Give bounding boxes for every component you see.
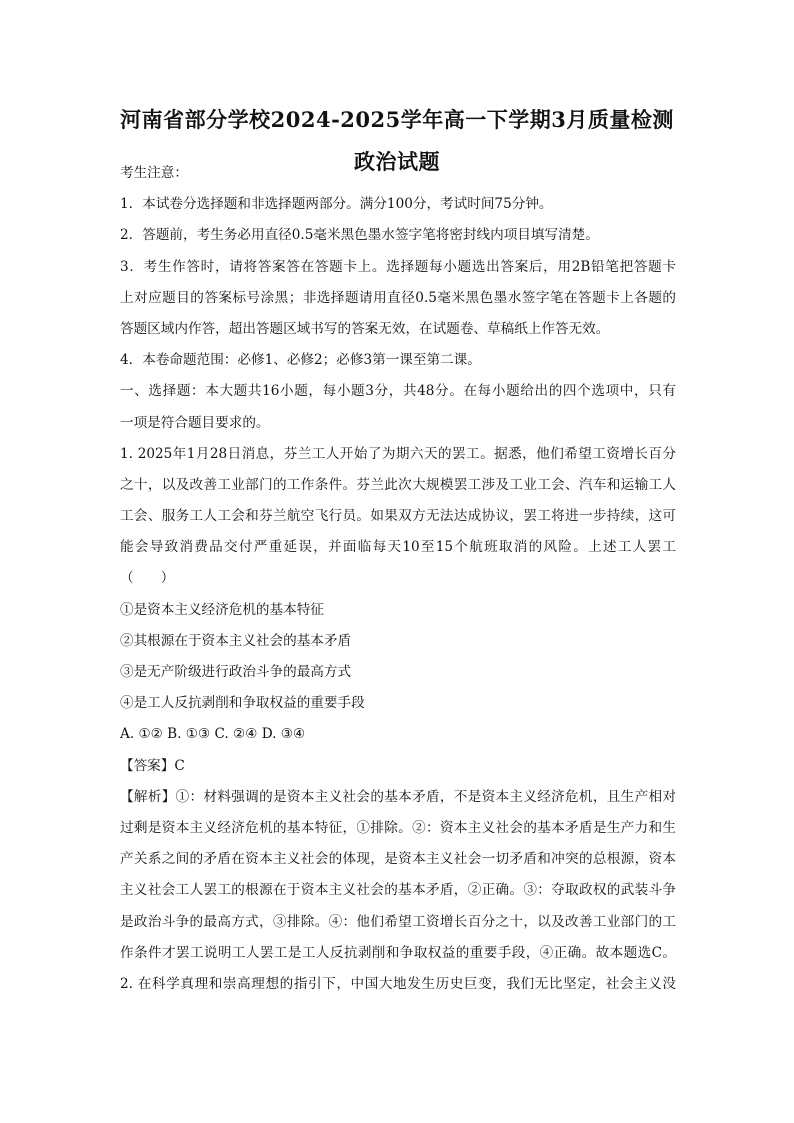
question-1-explanation-line-5: 是政治斗争的最高方式，③排除。④：他们希望工资增长百分之十，以及改善工业部门的工 — [120, 913, 676, 930]
section-heading-line-2: 一项是符合题目要求的。 — [120, 414, 270, 431]
notice-item-4: 4．本卷命题范围：必修1、必修2；必修3第一课至第二课。 — [120, 352, 481, 369]
question-1-option-4: ④是工人反抗剥削和争取权益的重要手段 — [120, 695, 365, 712]
question-1-choices: A. ①② B. ①③ C. ②④ D. ③④ — [120, 726, 306, 743]
question-1-option-1: ①是资本主义经济危机的基本特征 — [120, 601, 324, 618]
notice-item-3-line-1: 3．考生作答时，请将答案答在答题卡上。选择题每小题选出答案后，用2B铅笔把答题卡 — [120, 258, 676, 275]
question-1-stem-line-1: 1. 2025年1月28日消息，芬兰工人开始了为期六天的罢工。据悉，他们希望工资增长百分 — [120, 445, 676, 462]
notice-item-3-line-3: 答题区域内作答，超出答题区域书写的答案无效，在试题卷、草稿纸上作答无效。 — [120, 320, 610, 337]
notice-item-1: 1．本试卷分选择题和非选择题两部分。满分100分，考试时间75分钟。 — [120, 196, 553, 213]
exam-title: 河南省部分学校2024-2025学年高一下学期3月质量检测 — [120, 107, 674, 132]
question-1-stem-line-3: 工会、服务工人工会和芬兰航空飞行员。如果双方无法达成协议，罢工将进一步持续，这可 — [120, 508, 676, 525]
document-body — [120, 158, 676, 1000]
question-1-explanation-line-2: 过剩是资本主义经济危机的基本特征，①排除。②：资本主义社会的基本矛盾是生产力和生 — [120, 819, 676, 836]
exam-subject-title: 政治试题 — [354, 149, 440, 174]
question-2-stem-line-1: 2. 在科学真理和崇高理想的指引下，中国大地发生历史巨变，我们无比坚定，社会主义没 — [120, 975, 676, 992]
question-1-stem-line-4: 能会导致消费品交付严重延误，并面临每天10至15个航班取消的风险。上述工人罢工 — [120, 539, 676, 556]
question-1-stem-line-2: 之十，以及改善工业部门的工作条件。芬兰此次大规模罢工涉及工业工会、汽车和运输工人 — [120, 476, 676, 493]
notice-item-3-line-2: 上对应题目的答案标号涂黑；非选择题请用直径0.5毫米黑色墨水签字笔在答题卡上各题的 — [120, 289, 676, 306]
question-1-answer-paren: （ ） — [120, 570, 175, 587]
question-1-option-3: ③是无产阶级进行政治斗争的最高方式 — [120, 664, 352, 680]
section-heading-line-1: 一、选择题：本大题共16小题，每小题3分，共48分。在每小题给出的四个选项中，只有 — [120, 383, 676, 400]
question-1-answer: 【答案】C — [120, 757, 185, 774]
question-1-explanation-line-3: 产关系之间的矛盾在资本主义社会的体现，是资本主义社会一切矛盾和冲突的总根源，资本 — [120, 851, 676, 868]
question-1-explanation-line-1: 【解析】①：材料强调的是资本主义社会的基本矛盾，不是资本主义经济危机，且生产相对 — [120, 788, 676, 805]
question-1-explanation-line-4: 主义社会工人罢工的根源在于资本主义社会的基本矛盾，②正确。③：夺取政权的武装斗争 — [120, 882, 676, 899]
notice-item-2: 2．答题前，考生务必用直径0.5毫米黑色墨水签字笔将密封线内项目填写清楚。 — [120, 227, 599, 244]
question-1-explanation-line-6: 作条件才罢工说明工人罢工是工人反抗剥削和争取权益的重要手段，④正确。故本题选C。 — [120, 944, 676, 961]
notice-heading: 考生注意： — [120, 165, 188, 181]
question-1-option-2: ②其根源在于资本主义社会的基本矛盾 — [120, 632, 352, 649]
